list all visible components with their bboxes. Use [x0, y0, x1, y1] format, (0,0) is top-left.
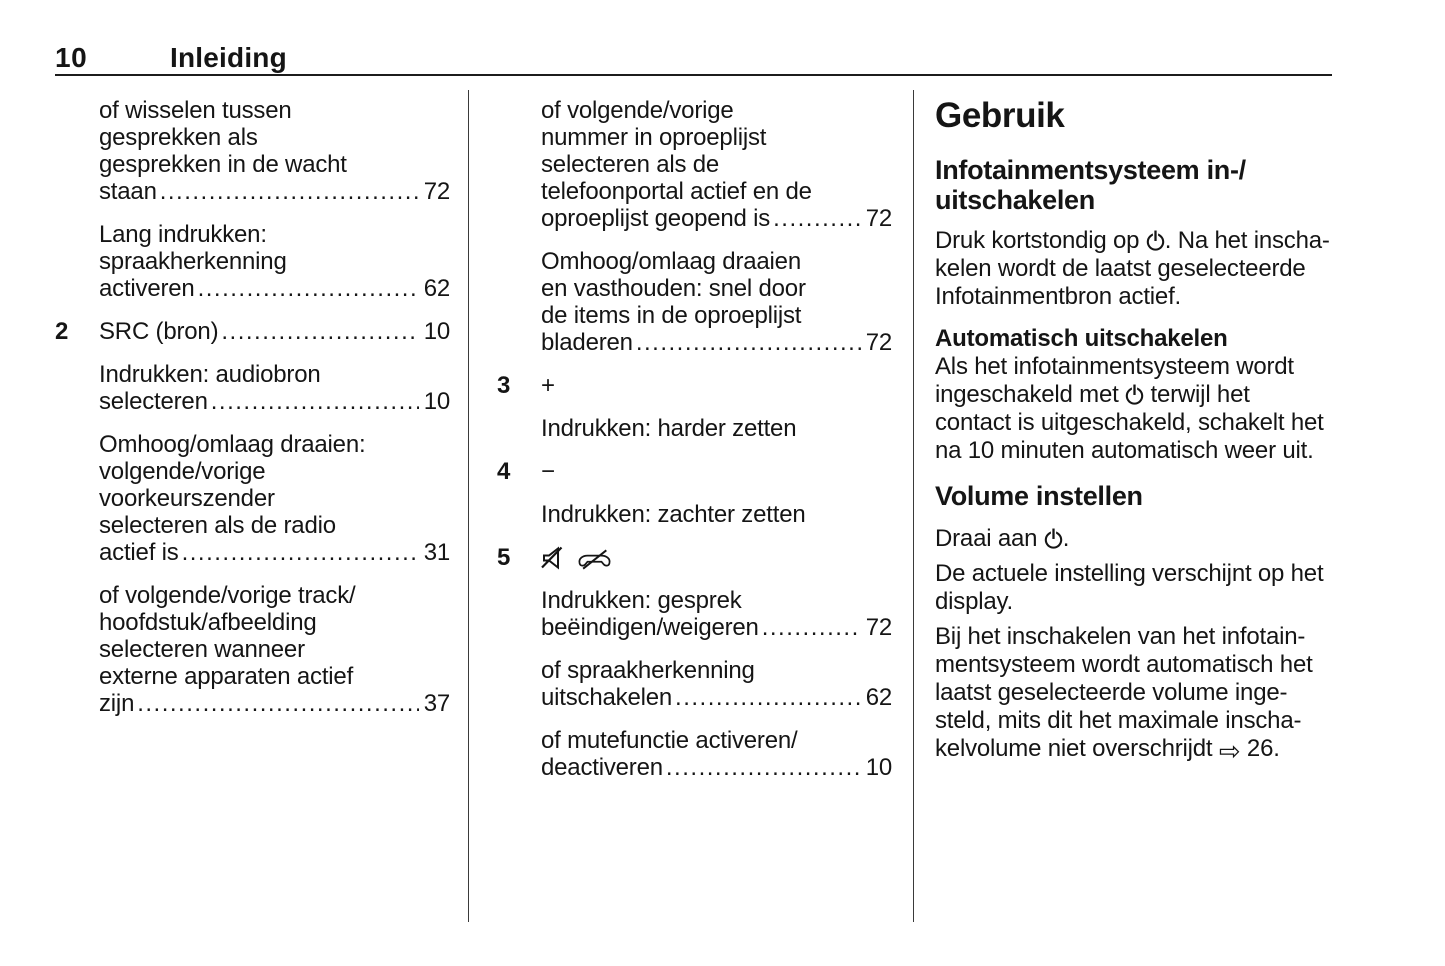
power-icon [1146, 229, 1165, 252]
dot-leader [182, 539, 419, 566]
dot-leader [221, 318, 418, 345]
power-icon [1044, 527, 1063, 550]
toc-line: − [541, 458, 555, 485]
toc-line: voorkeurszender [99, 485, 275, 512]
end-call-icon [577, 549, 612, 570]
toc-entry [497, 587, 892, 641]
toc-leader-line [541, 205, 892, 232]
page-ref: 31 [423, 539, 450, 566]
paragraph: Druk kortstondig op . Na het inscha- kelen wordt de laatst geselecteerde Infotainmentbron actief. [935, 227, 1330, 310]
dot-leader [675, 684, 861, 711]
toc-column-2 [497, 97, 892, 797]
page-ref: 10 [423, 318, 450, 345]
toc-line: + [541, 372, 555, 399]
toc-entry [55, 221, 450, 302]
dot-leader [198, 275, 419, 302]
header-rule [55, 74, 1332, 76]
toc-line: of wisselen tussen [99, 97, 292, 124]
toc-leader-line [541, 329, 892, 356]
mute-icon [541, 546, 565, 570]
paragraph: Als het infotainmentsysteem wordt ingeschakeld met terwijl het contact is uitgeschakeld, schakelt het na 10 minuten automatisch weer uit. [935, 353, 1324, 464]
page-ref: 10 [865, 754, 892, 781]
toc-entry-text: activeren [99, 275, 195, 302]
toc-line: of mutefunctie activeren/ [541, 727, 798, 754]
chapter-title: Inleiding [170, 42, 287, 73]
power-icon [1125, 383, 1144, 406]
dot-leader [666, 754, 861, 781]
toc-entry-text: oproeplijst geopend is [541, 205, 771, 232]
toc-line: of volgende/vorige track/ [99, 582, 356, 609]
page-ref: 72 [423, 178, 450, 205]
toc-entry-text: beëindigen/weigeren [541, 614, 759, 641]
section-heading: Automatisch uitschakelen [935, 325, 1228, 352]
toc-line: hoofdstuk/afbeelding [99, 609, 317, 636]
toc-entry [497, 415, 892, 442]
column-separator [913, 90, 914, 922]
toc-line: de items in de oproeplijst [541, 302, 802, 329]
ref-arrow-icon: ⇨ [1218, 737, 1241, 767]
item-number: 4 [497, 458, 511, 485]
toc-entry [55, 582, 450, 717]
toc-line: selecteren wanneer [99, 636, 305, 663]
dot-leader [773, 205, 861, 232]
page-ref: 72 [865, 614, 892, 641]
dot-leader [137, 690, 418, 717]
toc-leader-line [99, 178, 450, 205]
column-separator [468, 90, 469, 922]
item-number: 3 [497, 372, 511, 399]
item-number [497, 415, 541, 442]
item-number [497, 501, 541, 528]
toc-entry [497, 501, 892, 528]
item-number [55, 361, 99, 415]
toc-entry [55, 318, 450, 345]
toc-line: Indrukken: harder zetten [541, 415, 797, 442]
item-number [55, 221, 99, 302]
toc-entry [55, 361, 450, 415]
toc-entry [55, 431, 450, 566]
toc-line: Omhoog/omlaag draaien: [99, 431, 366, 458]
toc-line: Indrukken: gesprek [541, 587, 742, 614]
item-number [55, 431, 99, 566]
toc-leader-line [99, 318, 450, 345]
page-ref: 62 [865, 684, 892, 711]
page-ref: 62 [423, 275, 450, 302]
item-number: 5 [497, 544, 511, 571]
toc-leader-line [541, 684, 892, 711]
page-ref: 72 [865, 329, 892, 356]
toc-entry-text: uitschakelen [541, 684, 673, 711]
toc-entry-text: deactiveren [541, 754, 663, 781]
toc-line: Lang indrukken: [99, 221, 267, 248]
page-ref: 37 [423, 690, 450, 717]
toc-line: externe apparaten actief [99, 663, 354, 690]
toc-entry [497, 727, 892, 781]
toc-entry-text: zijn [99, 690, 135, 717]
section-heading: Volume instellen [935, 481, 1143, 511]
toc-entry [497, 544, 892, 571]
toc-line: telefoonportal actief en de [541, 178, 812, 205]
toc-line: gesprekken als [99, 124, 258, 151]
toc-leader-line [99, 690, 450, 717]
toc-column-1 [55, 97, 450, 733]
toc-leader-line [541, 614, 892, 641]
content-column [935, 97, 1335, 770]
toc-line: Indrukken: zachter zetten [541, 501, 806, 528]
paragraph: De actuele instelling verschijnt op het display. [935, 560, 1324, 615]
item-number [497, 97, 541, 232]
toc-entry [497, 97, 892, 232]
toc-entry-text: selecteren [99, 388, 208, 415]
toc-line: en vasthouden: snel door [541, 275, 806, 302]
page-number: 10 [55, 42, 88, 73]
section-heading: Gebruik [935, 96, 1065, 135]
dot-leader [762, 614, 861, 641]
page-ref: 10 [423, 388, 450, 415]
toc-line: nummer in oproeplijst [541, 124, 767, 151]
toc-entry-text: bladeren [541, 329, 633, 356]
toc-leader-line [99, 539, 450, 566]
toc-line: of volgende/vorige [541, 97, 734, 124]
toc-line: Indrukken: audiobron [99, 361, 321, 388]
toc-entry-text: actief is [99, 539, 179, 566]
item-number: 2 [55, 318, 69, 345]
toc-leader-line [99, 275, 450, 302]
toc-line: Omhoog/omlaag draaien [541, 248, 801, 275]
paragraph: Bij het inschakelen van het infotain- mentsysteem wordt automatisch het laatst geselecteerde volume inge- steld, mits dit het maximale inscha- kelvolume niet overschrijdt ⇨ 26. [935, 623, 1313, 767]
item-number [55, 97, 99, 205]
toc-leader-line [99, 388, 450, 415]
toc-entry [497, 372, 892, 399]
toc-entry-text: SRC (bron) [99, 318, 219, 345]
toc-line: selecteren als de [541, 151, 720, 178]
toc-entry [497, 657, 892, 711]
page-ref: 72 [865, 205, 892, 232]
item-number [55, 582, 99, 717]
toc-entry [55, 97, 450, 205]
toc-entry [497, 458, 892, 485]
toc-leader-line [541, 754, 892, 781]
dot-leader [211, 388, 419, 415]
toc-line: gesprekken in de wacht [99, 151, 347, 178]
item-number [497, 587, 541, 641]
dot-leader [160, 178, 419, 205]
item-number [497, 657, 541, 711]
toc-line: spraakherkenning [99, 248, 287, 275]
item-number [497, 727, 541, 781]
toc-entry-text: staan [99, 178, 157, 205]
toc-line: selecteren als de radio [99, 512, 336, 539]
toc-entry [497, 248, 892, 356]
paragraph: Draai aan . [935, 525, 1070, 552]
toc-line: of spraakherkenning [541, 657, 755, 684]
item-number [497, 248, 541, 356]
dot-leader [636, 329, 861, 356]
toc-line [541, 544, 892, 571]
section-heading: Infotainmentsysteem in-/ uitschakelen [935, 155, 1246, 215]
toc-line: volgende/vorige [99, 458, 266, 485]
